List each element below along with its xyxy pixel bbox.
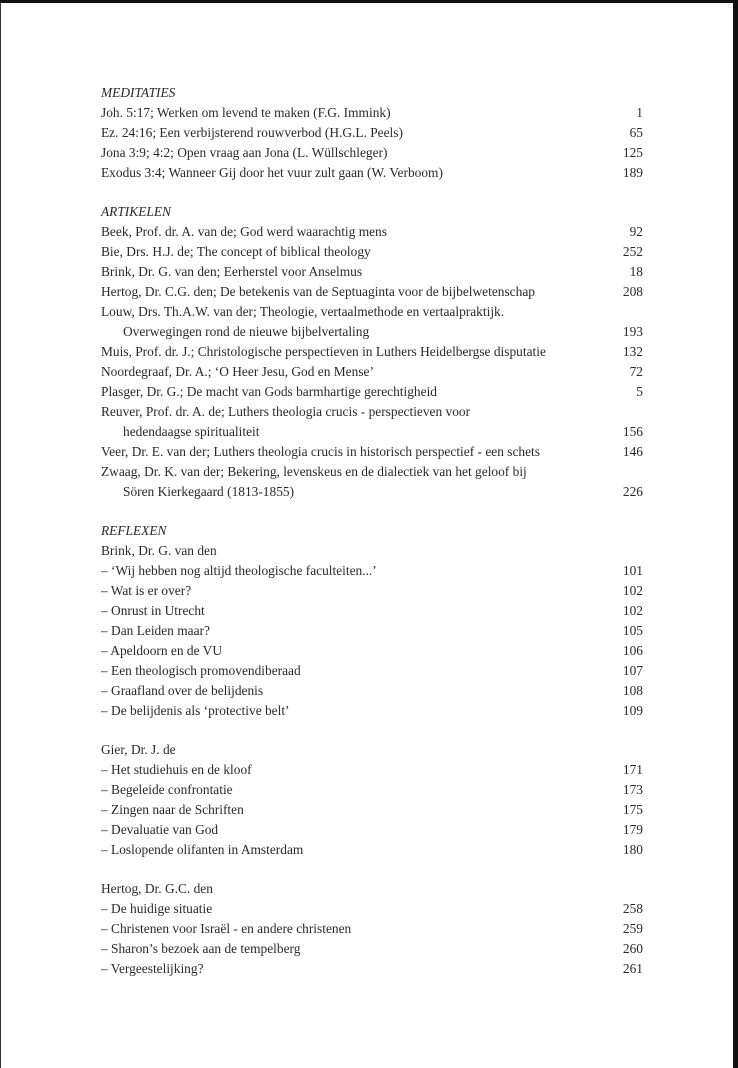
entry-title: Joh. 5:17; Werken om levend te maken (F.G. Immink)	[101, 105, 391, 120]
entry-title-continued: Sören Kierkegaard (1813-1855)	[123, 484, 295, 499]
page-number: 65	[629, 125, 643, 140]
entry-title: Exodus 3:4; Wanneer Gij door het vuur zult gaan (W. Verboom)	[101, 165, 443, 180]
list-item	[101, 242, 643, 262]
entry-title: Zwaag, Dr. K. van der; Bekering, levenskeus en de dialectiek van het geloof bij	[101, 464, 527, 479]
entry-title: Muis, Prof. dr. J.; Christologische perspectieven in Luthers Heidelbergse disputatie	[101, 344, 546, 359]
page-number: 105	[622, 623, 643, 638]
entry-title: Reuver, Prof. dr. A. de; Luthers theologia crucis - perspectieven voor	[101, 404, 471, 419]
entry-title: – Christenen voor Israël - en andere christenen	[101, 921, 352, 936]
entry-title: – Het studiehuis en de kloof	[101, 762, 252, 777]
list-item	[101, 342, 643, 362]
author-group	[101, 740, 643, 860]
list-item	[101, 800, 643, 820]
entry-title: – Dan Leiden maar?	[101, 623, 210, 638]
list-item	[101, 701, 643, 721]
list-item	[101, 262, 643, 282]
entry-title-continued: hedendaagse spiritualiteit	[123, 424, 260, 439]
list-item	[101, 462, 643, 482]
entry-title: Louw, Drs. Th.A.W. van der; Theologie, vertaalmethode en vertaalpraktijk.	[101, 304, 505, 319]
author-group	[101, 879, 643, 979]
author-name: Gier, Dr. J. de	[101, 742, 176, 757]
page-number: 132	[622, 344, 643, 359]
list-item	[101, 760, 643, 780]
list-item	[101, 123, 643, 143]
page-number: 259	[622, 921, 643, 936]
entry-title: – Sharon’s bezoek aan de tempelberg	[101, 941, 301, 956]
entry-title: Veer, Dr. E. van der; Luthers theologia crucis in historisch perspectief - een schets	[101, 444, 540, 459]
page-number: 146	[622, 444, 643, 459]
list-item	[101, 581, 643, 601]
entry-title: – Apeldoorn en de VU	[101, 643, 222, 658]
list-item	[101, 919, 643, 939]
list-item	[101, 681, 643, 701]
entry-title: – Een theologisch promovendiberaad	[101, 663, 301, 678]
page-number: 102	[622, 583, 643, 598]
section-meditaties	[101, 83, 643, 183]
page-number: 92	[629, 224, 643, 239]
table-of-contents	[101, 83, 643, 998]
page-number: 109	[622, 703, 643, 718]
page-number: 5	[636, 384, 643, 399]
list-item	[101, 143, 643, 163]
page-number: 261	[622, 961, 643, 976]
page-number: 193	[622, 324, 643, 339]
entry-title: Plasger, Dr. G.; De macht van Gods barmhartige gerechtigheid	[101, 384, 437, 399]
page-number: 1	[636, 105, 643, 120]
page-number: 173	[622, 782, 643, 797]
entry-title: Beek, Prof. dr. A. van de; God werd waarachtig mens	[101, 224, 387, 239]
list-item	[101, 601, 643, 621]
list-item	[101, 840, 643, 860]
page-number: 252	[622, 244, 643, 259]
entry-title-continued: Overwegingen rond de nieuwe bijbelvertaling	[123, 324, 370, 339]
page-number: 171	[622, 762, 643, 777]
section-artikelen	[101, 202, 643, 502]
list-item	[101, 402, 643, 422]
entry-title: – Zingen naar de Schriften	[101, 802, 244, 817]
page-number: 179	[622, 822, 643, 837]
entry-title: Jona 3:9; 4:2; Open vraag aan Jona (L. Wüllschleger)	[101, 145, 388, 160]
list-item	[101, 661, 643, 681]
list-item	[101, 442, 643, 462]
list-item	[101, 362, 643, 382]
page-number: 106	[622, 643, 643, 658]
section-reflexen	[101, 521, 643, 721]
entry-title: – Loslopende olifanten in Amsterdam	[101, 842, 304, 857]
author-name-row	[101, 740, 643, 760]
list-item	[101, 939, 643, 959]
page-number: 18	[629, 264, 643, 279]
entry-title: – Graafland over de belijdenis	[101, 683, 264, 698]
list-item-continuation	[101, 482, 643, 502]
section-heading: MEDITATIES	[101, 85, 176, 100]
list-item-continuation	[101, 322, 643, 342]
page-number: 180	[622, 842, 643, 857]
list-item	[101, 780, 643, 800]
entry-title: – Vergeestelijking?	[101, 961, 204, 976]
list-item	[101, 382, 643, 402]
author-name: Brink, Dr. G. van den	[101, 543, 217, 558]
list-item	[101, 820, 643, 840]
page-number: 208	[622, 284, 643, 299]
entry-title: – Begeleide confrontatie	[101, 782, 233, 797]
page-number: 189	[622, 165, 643, 180]
page-number: 156	[622, 424, 643, 439]
page-number: 175	[622, 802, 643, 817]
page-number: 226	[622, 484, 643, 499]
entry-title: Ez. 24:16; Een verbijsterend rouwverbod (H.G.L. Peels)	[101, 125, 403, 140]
list-item	[101, 959, 643, 979]
list-item	[101, 103, 643, 123]
entry-title: – De belijdenis als ‘protective belt’	[101, 703, 290, 718]
author-name-row	[101, 541, 643, 561]
page-number: 108	[622, 683, 643, 698]
list-item	[101, 641, 643, 661]
author-name: Hertog, Dr. G.C. den	[101, 881, 213, 896]
entry-title: – ‘Wij hebben nog altijd theologische faculteiten...’	[101, 563, 377, 578]
list-item	[101, 561, 643, 581]
entry-title: – Onrust in Utrecht	[101, 603, 205, 618]
entry-title: Noordegraaf, Dr. A.; ‘O Heer Jesu, God en Mense’	[101, 364, 374, 379]
list-item	[101, 621, 643, 641]
page-number: 72	[629, 364, 643, 379]
page-number: 102	[622, 603, 643, 618]
page-number: 125	[622, 145, 643, 160]
page-number: 101	[622, 563, 643, 578]
entry-title: Hertog, Dr. C.G. den; De betekenis van de Septuaginta voor de bijbelwetenschap	[101, 284, 535, 299]
page-number: 258	[622, 901, 643, 916]
page-number: 107	[622, 663, 643, 678]
page-number: 260	[622, 941, 643, 956]
list-item-continuation	[101, 422, 643, 442]
author-name-row	[101, 879, 643, 899]
list-item	[101, 163, 643, 183]
section-heading: REFLEXEN	[101, 523, 167, 538]
section-heading: ARTIKELEN	[101, 204, 171, 219]
author-group	[101, 541, 643, 721]
entry-title: – Wat is er over?	[101, 583, 192, 598]
list-item	[101, 899, 643, 919]
entry-title: – De huidige situatie	[101, 901, 213, 916]
entry-title: – Devaluatie van God	[101, 822, 219, 837]
entry-title: Bie, Drs. H.J. de; The concept of biblical theology	[101, 244, 371, 259]
list-item	[101, 222, 643, 242]
list-item	[101, 302, 643, 322]
list-item	[101, 282, 643, 302]
entry-title: Brink, Dr. G. van den; Eerherstel voor Anselmus	[101, 264, 363, 279]
